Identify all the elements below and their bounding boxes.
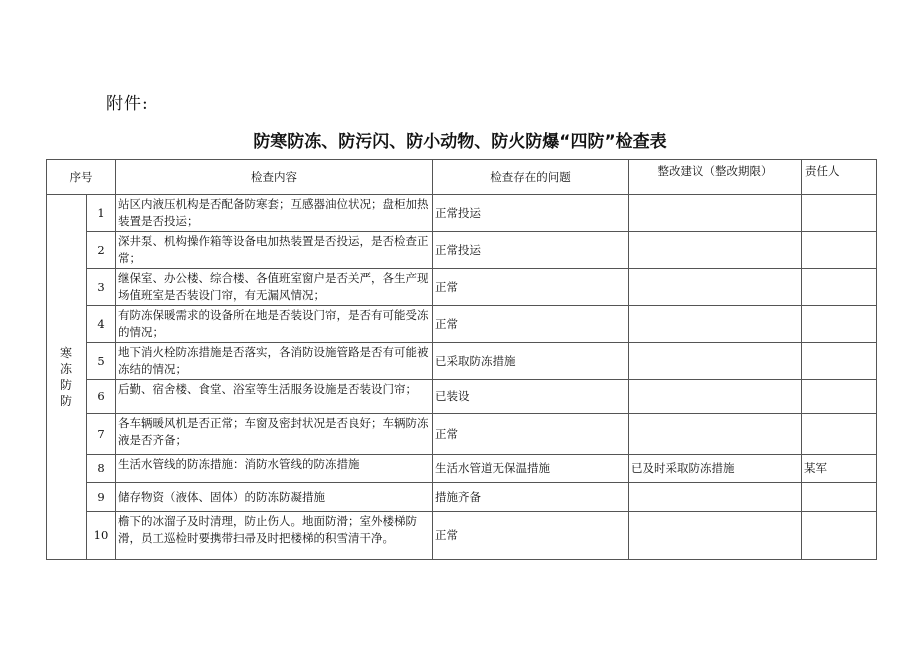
- table-row: [47, 343, 877, 380]
- header-suggestion: 整改建议（整改期限）: [629, 160, 802, 195]
- row-responsible: [802, 512, 877, 560]
- row-responsible: [802, 483, 877, 512]
- row-content: 储存物资（液体、固体）的防冻防凝措施: [116, 483, 433, 512]
- row-number: 8: [87, 455, 116, 483]
- row-content: 站区内液压机构是否配备防寒套；互感器油位状况；盘柜加热装置是否投运；: [116, 195, 433, 232]
- row-problem: 正常: [433, 269, 629, 306]
- row-number: 9: [87, 483, 116, 512]
- row-content: 生活水管线的防冻措施：消防水管线的防冻措施: [116, 455, 433, 483]
- row-suggestion: [629, 380, 802, 414]
- header-seq: 序号: [47, 160, 116, 195]
- row-content: 檐下的冰溜子及时清理，防止伤人。地面防滑；室外楼梯防滑，员工巡检时要携带扫帚及时把楼梯的积雪清干净。: [116, 512, 433, 560]
- row-content: 各车辆暖风机是否正常；车窗及密封状况是否良好；车辆防冻液是否齐备；: [116, 414, 433, 455]
- row-suggestion: [629, 306, 802, 343]
- table-row: [47, 483, 877, 512]
- row-responsible: [802, 269, 877, 306]
- table-row: [47, 195, 877, 232]
- row-suggestion: [629, 512, 802, 560]
- row-suggestion: [629, 232, 802, 269]
- row-suggestion: 已及时采取防冻措施: [629, 455, 802, 483]
- row-problem: 正常: [433, 512, 629, 560]
- table-row: [47, 232, 877, 269]
- row-responsible: [802, 343, 877, 380]
- row-suggestion: [629, 343, 802, 380]
- table-row: [47, 380, 877, 414]
- row-number: 5: [87, 343, 116, 380]
- row-problem: 已装设: [433, 380, 629, 414]
- table-row: [47, 512, 877, 560]
- header-responsible: 责任人: [802, 160, 877, 195]
- row-suggestion: [629, 269, 802, 306]
- row-responsible: [802, 380, 877, 414]
- row-suggestion: [629, 195, 802, 232]
- row-responsible: 某军: [802, 455, 877, 483]
- row-number: 1: [87, 195, 116, 232]
- row-number: 2: [87, 232, 116, 269]
- row-content: 深井泵、机构操作箱等设备电加热装置是否投运，是否检查正常；: [116, 232, 433, 269]
- row-responsible: [802, 306, 877, 343]
- row-problem: 正常: [433, 306, 629, 343]
- row-problem: 措施齐备: [433, 483, 629, 512]
- attachment-label: 附件:: [106, 94, 149, 114]
- row-suggestion: [629, 414, 802, 455]
- row-number: 6: [87, 380, 116, 414]
- table-row: [47, 455, 877, 483]
- table-row: [47, 414, 877, 455]
- row-number: 7: [87, 414, 116, 455]
- row-content: 有防冻保暖需求的设备所在地是否装设门帘，是否有可能受冻的情况；: [116, 306, 433, 343]
- row-problem: 正常投运: [433, 232, 629, 269]
- row-problem: 正常: [433, 414, 629, 455]
- table-row: [47, 269, 877, 306]
- header-content: 检查内容: [116, 160, 433, 195]
- row-number: 10: [87, 512, 116, 560]
- category-label: 寒冻防防: [60, 345, 73, 408]
- table-row: [47, 306, 877, 343]
- row-responsible: [802, 232, 877, 269]
- row-number: 3: [87, 269, 116, 306]
- row-content: 继保室、办公楼、综合楼、各值班室窗户是否关严，各生产现场值班室是否装设门帘，有无漏风情况；: [116, 269, 433, 306]
- row-responsible: [802, 414, 877, 455]
- category-cell: [47, 195, 87, 560]
- row-problem: 已采取防冻措施: [433, 343, 629, 380]
- row-responsible: [802, 195, 877, 232]
- header-row: [47, 160, 877, 195]
- row-problem: 正常投运: [433, 195, 629, 232]
- row-content: 地下消火栓防冻措施是否落实，各消防设施管路是否有可能被冻结的情况；: [116, 343, 433, 380]
- row-suggestion: [629, 483, 802, 512]
- header-problems: 检查存在的问题: [433, 160, 629, 195]
- row-content: 后勤、宿舍楼、食堂、浴室等生活服务设施是否装设门帘；: [116, 380, 433, 414]
- page-title: 防寒防冻、防污闪、防小动物、防火防爆“四防”检查表: [253, 132, 667, 152]
- row-problem: 生活水管道无保温措施: [433, 455, 629, 483]
- inspection-table: [46, 159, 877, 560]
- row-number: 4: [87, 306, 116, 343]
